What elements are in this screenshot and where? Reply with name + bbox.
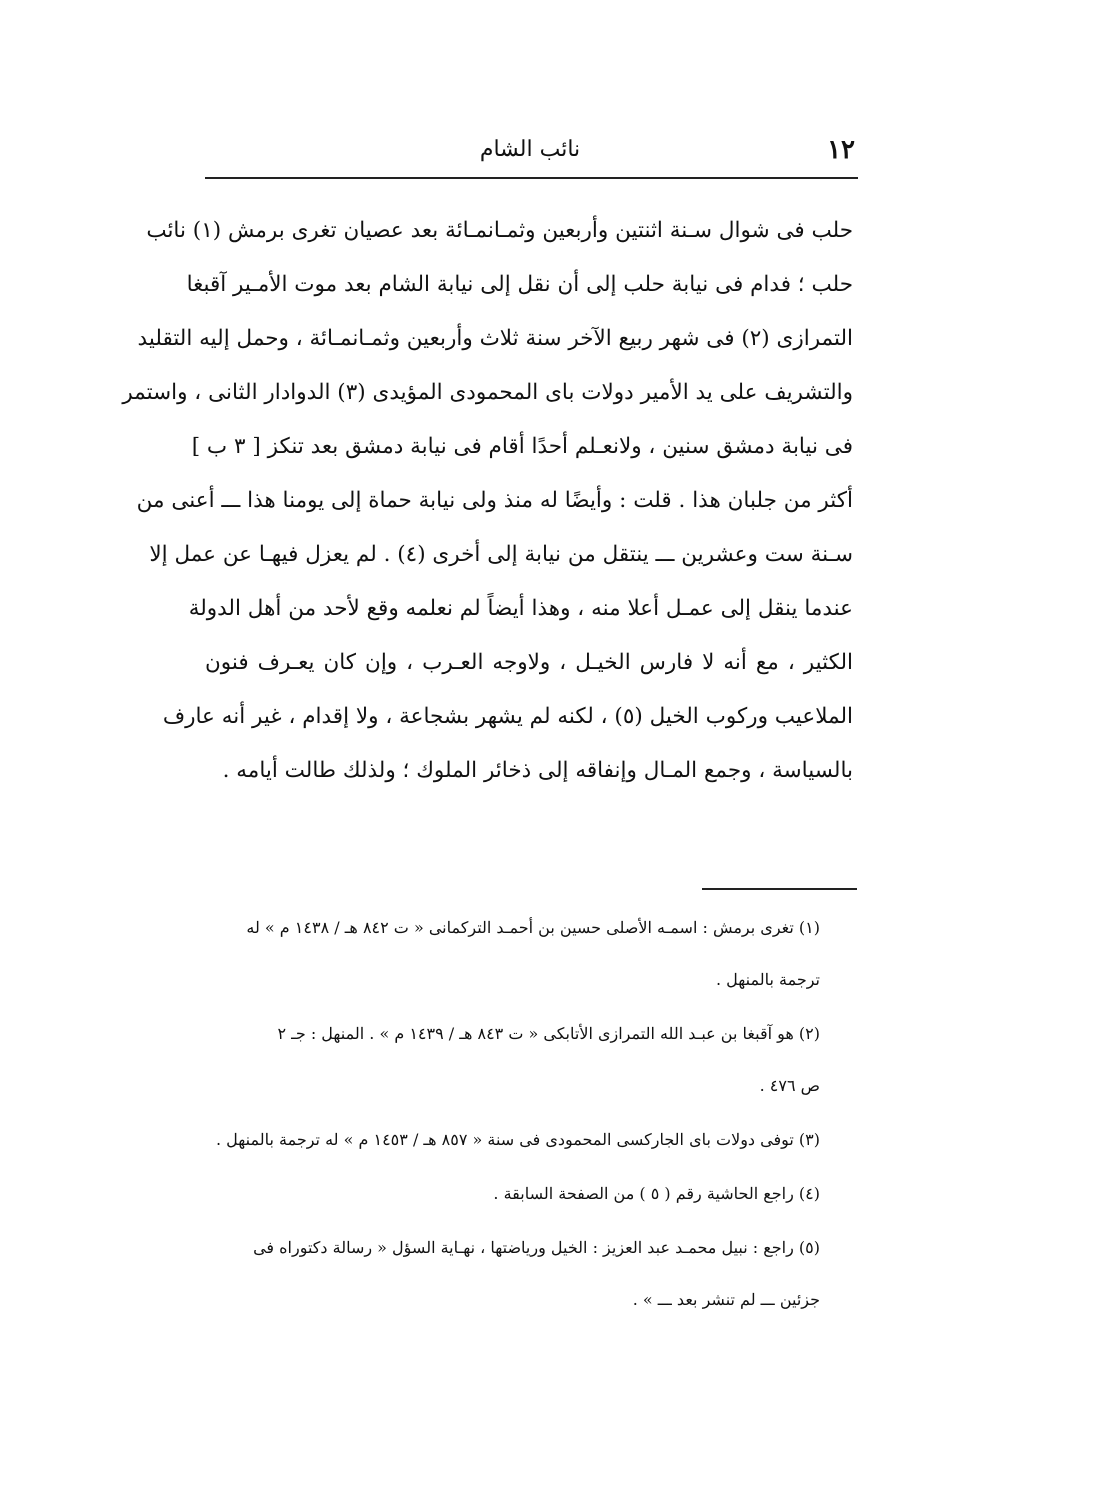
footnote-5-line-2: جزئين ـــ لم تنشر بعد ـــ » . xyxy=(632,1290,820,1309)
running-head xyxy=(205,130,855,170)
body-line-11: بالسياسة ، وجمع المـال وإنفاقه إلى ذخائر الملوك ؛ ولذلك طالت أيامه . xyxy=(222,758,853,783)
footnote-5 xyxy=(195,1235,820,1313)
body-line-6: أكثر من جلبان هذا . قلت : وأيضًا له منذ ولى نيابة حماة إلى يومنا هذا ـــ أعنى من xyxy=(136,488,853,513)
body-line-7: سـنة ست وعشرين ـــ ينتقل من نيابة إلى أخرى (٤) . لم يعزل فيهـا عن عمل إلا xyxy=(149,542,853,567)
page-number: ١٢ xyxy=(827,135,855,165)
footnote-3 xyxy=(195,1127,820,1153)
footnote-3-line-1: (٣) توفى دولات باى الجاركسى المحمودى فى سنة « ٨٥٧ هـ / ١٤٥٣ م » له ترجمة بالمنهل . xyxy=(215,1130,820,1149)
footnote-4-line-1: (٤) راجع الحاشية رقم ( ٥ ) من الصفحة السابقة . xyxy=(493,1184,820,1203)
footnote-1 xyxy=(195,915,820,993)
body-line-10: الملاعيب وركوب الخيل (٥) ، لكنه لم يشهر بشجاعة ، ولا إقدام ، غير أنه عارف xyxy=(162,704,853,729)
body-line-5: فى نيابة دمشق سنين ، ولانعـلم أحدًا أقام فى نيابة دمشق بعد تنكز [ ٣ ب ] xyxy=(191,434,853,459)
body-text xyxy=(122,204,853,798)
header-rule xyxy=(205,177,858,179)
footnote-2-line-1: (٢) هو آقبغا بن عبـد الله التمرازى الأتابكى « ت ٨٤٣ هـ / ١٤٣٩ م » . المنهل : جـ ٢ xyxy=(277,1024,820,1043)
body-line-2: حلب ؛ فدام فى نيابة حلب إلى أن نقل إلى نيابة الشام بعد موت الأمـير آقبغا xyxy=(186,272,853,297)
footnote-4 xyxy=(195,1181,820,1207)
footnote-2 xyxy=(195,1021,820,1099)
body-line-3: التمرازى (٢) فى شهر ربيع الآخر سنة ثلاث وأربعين وثمـانمـائة ، وحمل إليه التقليد xyxy=(137,326,853,351)
body-line-1: حلب فى شوال سـنة اثنتين وأربعين وثمـانمـائة بعد عصيان تغرى برمش (١) نائب xyxy=(146,218,853,243)
footnote-rule xyxy=(702,888,857,890)
body-line-9: الكثير ، مع أنه لا فارس الخيـل ، ولاوجه العـرب ، وإن كان يعـرف فنون xyxy=(205,650,853,675)
footnote-5-line-1: (٥) راجع : نبيل محمـد عبد العزيز : الخيل ورياضتها ، نهـاية السؤل « رسالة دكتوراه فى xyxy=(253,1238,820,1257)
body-line-4: والتشريف على يد الأمير دولات باى المحمودى المؤيدى (٣) الدوادار الثانى ، واستمر xyxy=(122,380,853,405)
footnote-1-line-1: (١) تغرى برمش : اسمـه الأصلى حسين بن أحمـد التركمانى « ت ٨٤٢ هـ / ١٤٣٨ م » له xyxy=(246,918,820,937)
body-line-8: عندما ينقل إلى عمـل أعلا منه ، وهذا أيضاً لم نعلمه وقع لأحد من أهل الدولة xyxy=(188,596,853,621)
footnote-2-line-2: ص ٤٧٦ . xyxy=(759,1076,820,1095)
footnote-1-line-2: ترجمة بالمنهل . xyxy=(715,970,820,989)
running-title: نائب الشام xyxy=(479,137,581,162)
footnotes xyxy=(195,915,820,1341)
